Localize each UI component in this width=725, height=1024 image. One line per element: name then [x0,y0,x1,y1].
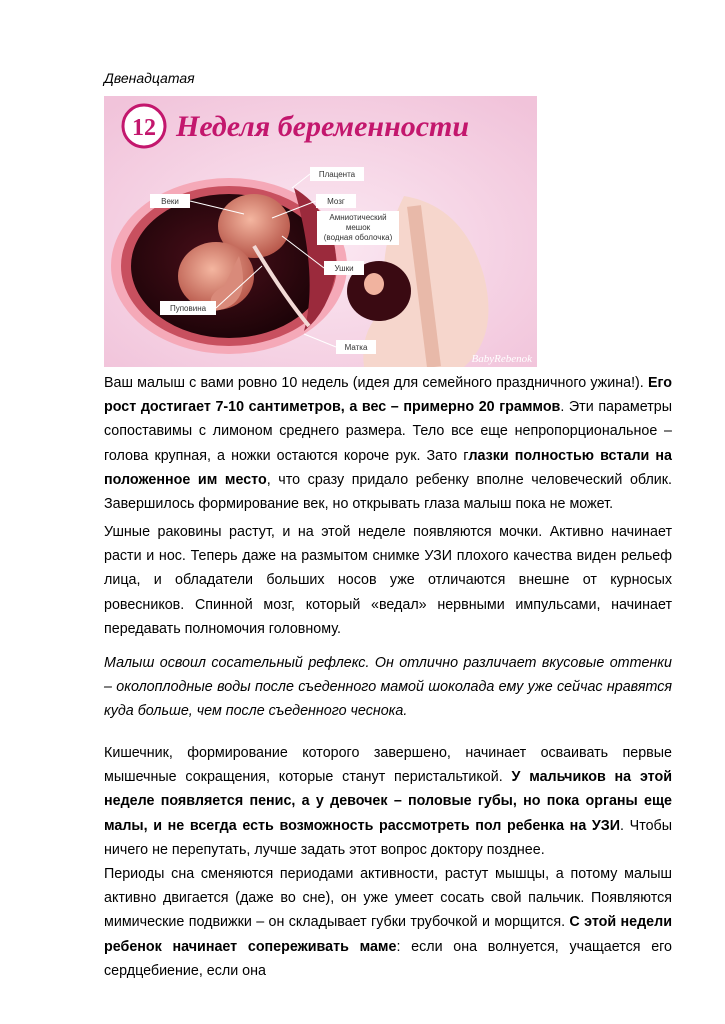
svg-text:Амниотический: Амниотический [329,213,387,222]
watermark: BabyRebenok [471,353,532,365]
paragraph-3: Малыш освоил сосательный рефлекс. Он отлично различает вкусовые оттенки – околоплодные воды после съеденного мамой шоколада ему уже сейчас нравятся куда больше, чем после съеденного чеснока. [104,655,672,720]
label-amniotic-sac [317,211,399,245]
svg-text:Веки: Веки [161,197,179,206]
label-eyelids [150,194,190,208]
paragraph-4: Кишечник, формирование которого завершено, начинает осваивать первые мышечные сокращения, которые станут перистальтикой. У мальчиков на этой неделе появляется пенис, а у девочек – половые губы, но пока органы еще малы, и не всегда есть возможность рассмотреть пол ребенка на УЗИ. Чтобы ничего не перепутать, лучше задать этот вопрос доктору позднее. [104,745,672,858]
paragraph-1: Ваш малыш с вами ровно 10 недель (идея для семейного праздничного ужина!). Его рост достигает 7-10 сантиметров, а вес – примерно 20 граммов. Эти параметры сопоставимы с лимоном среднего размера. Тело все еще непропорциональное – голова крупная, а ножки остаются короче рук. Зато глазки полностью встали на положенное им место, что сразу придало ребенку вполне человеческий облик. Завершилось формирование век, но открывать глаза малыш пока не может. [104,375,673,513]
svg-text:(водная оболочка): (водная оболочка) [323,233,393,242]
label-brain [316,194,356,208]
figure-title: Неделя беременности [176,110,470,143]
svg-text:Пуповина: Пуповина [169,304,207,313]
svg-text:Мозг: Мозг [327,197,345,206]
section-heading: Двенадцатая [104,70,195,86]
week-number: 12 [132,115,156,141]
label-placenta [310,167,364,181]
label-cord [160,301,216,315]
week-badge [123,105,165,147]
paragraph-5: Периоды сна сменяются периодами активности, растут мышцы, а потому малыш активно двигается (даже во сне), он уже умеет сосать свой пальчик. Появляются мимические подвижки – он складывает губки трубочкой и морщится. С этой недели ребенок начинает сопереживать маме: если она волнуется, учащается его сердцебиение, если она [104,866,673,979]
paragraph-2: Ушные раковины растут, и на этой неделе появляются мочки. Активно начинает расти и нос. Теперь даже на размытом снимке УЗИ плохого качества виден рельеф лица, и обладатели больших носов уже отличаются внешне от курносых ровесников. Спинной мозг, который «ведал» нервными импульсами, начинает передавать полномочия головному. [104,524,672,637]
svg-text:мешок: мешок [345,223,371,232]
label-uterus [336,340,376,354]
pregnancy-week-illustration [104,96,537,367]
svg-text:Ушки: Ушки [334,264,354,273]
label-ears [324,261,364,275]
svg-text:Матка: Матка [344,343,368,352]
svg-text:Плацента: Плацента [318,170,356,179]
